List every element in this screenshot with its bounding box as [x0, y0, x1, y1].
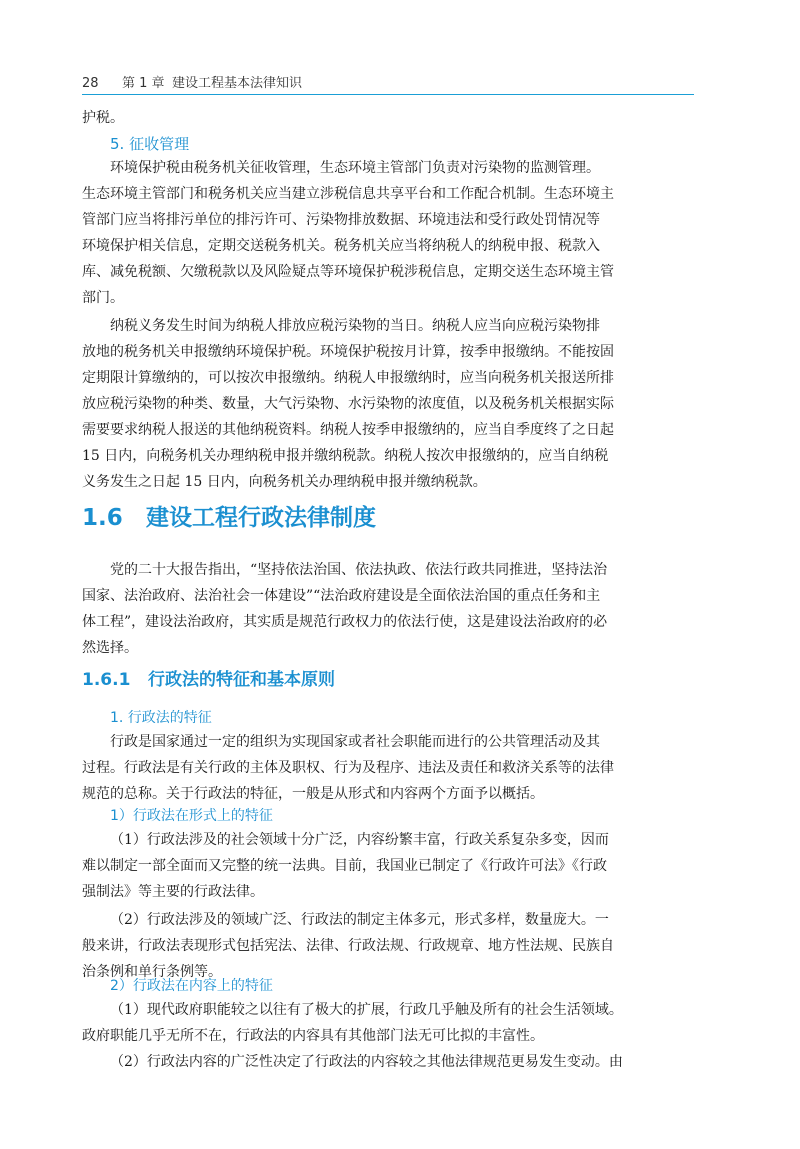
- body-line: 库、减免税额、欠缴税款以及风险疑点等环境保护税涉税信息，定期交送生态环境主管: [82, 264, 614, 280]
- body-line: （1）现代政府职能较之以往有了极大的扩展，行政几乎触及所有的社会生活领域。: [110, 1002, 623, 1018]
- body-line: 义务发生之日起 15 日内，向税务机关办理纳税申报并缴纳税款。: [82, 474, 487, 490]
- body-line: 管部门应当将排污单位的排污许可、污染物排放数据、环境违法和受行政处罚情况等: [82, 212, 600, 228]
- body-line: 生态环境主管部门和税务机关应当建立涉税信息共享平台和工作配合机制。生态环境主: [82, 186, 614, 202]
- body-line: 放地的税务机关申报缴纳环境保护税。环境保护税按月计算，按季申报缴纳。不能按固: [82, 344, 614, 360]
- body-line: 部门。: [82, 290, 124, 306]
- content-feature-heading: 2）行政法在内容上的特征: [110, 978, 273, 994]
- body-line: 纳税义务发生时间为纳税人排放应税污染物的当日。纳税人应当向应税污染物排: [110, 318, 600, 334]
- body-line: （2）行政法内容的广泛性决定了行政法的内容较之其他法律规范更易发生变动。由: [110, 1054, 623, 1070]
- body-line: 护税。: [82, 110, 124, 126]
- body-line: 环境保护税由税务机关征收管理，生态环境主管部门负责对污染物的监测管理。: [110, 160, 600, 176]
- body-line: 规范的总称。关于行政法的特征，一般是从形式和内容两个方面予以概括。: [82, 786, 544, 802]
- body-line: 过程。行政法是有关行政的主体及职权、行为及程序、违法及责任和救济关系等的法律: [82, 760, 614, 776]
- body-line: 强制法》等主要的行政法律。: [82, 884, 264, 900]
- section-5-heading: 5. 征收管理: [110, 135, 190, 153]
- body-line: 15 日内，向税务机关办理纳税申报并缴纳税款。纳税人按次申报缴纳的，应当自纳税: [82, 448, 609, 464]
- body-line: 放应税污染物的种类、数量，大气污染物、水污染物的浓度值，以及税务机关根据实际: [82, 396, 614, 412]
- running-header: [82, 76, 694, 95]
- body-line: 然选择。: [82, 640, 138, 656]
- body-line: 环境保护相关信息，定期交送税务机关。税务机关应当将纳税人的纳税申报、税款入: [82, 238, 600, 254]
- chapter-title: 建设工程基本法律知识: [172, 76, 303, 91]
- body-line: 行政是国家通过一定的组织为实现国家或者社会职能而进行的公共管理活动及其: [110, 734, 600, 750]
- body-line: 般来讲，行政法表现形式包括宪法、法律、行政法规、行政规章、地方性法规、民族自: [82, 938, 614, 954]
- chapter-label: 第 1 章: [122, 76, 165, 91]
- body-line: 需要要求纳税人报送的其他纳税资料。纳税人按季申报缴纳的，应当自季度终了之日起: [82, 422, 614, 438]
- body-line: 难以制定一部全面而又完整的统一法典。目前，我国业已制定了《行政许可法》《行政: [82, 858, 607, 874]
- section-1-6-heading: [82, 503, 376, 533]
- section-title: 建设工程行政法律制度: [146, 505, 376, 531]
- body-line: 国家、法治政府、法治社会一体建设”“法治政府建设是全面依法治国的重点任务和主: [82, 588, 601, 604]
- subsection-title: 行政法的特征和基本原则: [148, 670, 335, 690]
- section-number: 1.6: [82, 505, 123, 531]
- body-line: （2）行政法涉及的领域广泛、行政法的制定主体多元，形式多样，数量庞大。一: [110, 912, 609, 928]
- body-line: 党的二十大报告指出，“坚持依法治国、依法执政、依法行政共同推进，坚持法治: [110, 562, 608, 578]
- page-number: 28: [82, 76, 99, 91]
- subsection-number: 1.6.1: [82, 670, 131, 690]
- body-line: 定期限计算缴纳的，可以按次申报缴纳。纳税人申报缴纳时，应当向税务机关报送所排: [82, 370, 614, 386]
- body-line: 治条例和单行条例等。: [82, 964, 222, 980]
- sub1-heading: 1. 行政法的特征: [110, 710, 212, 726]
- body-line: 体工程”，建设法治政府，其实质是规范行政权力的依法行使，这是建设法治政府的必: [82, 614, 608, 630]
- section-1-6-1-heading: [82, 668, 335, 692]
- body-line: （1）行政法涉及的社会领域十分广泛，内容纷繁丰富，行政关系复杂多变，因而: [110, 832, 609, 848]
- body-line: 政府职能几乎无所不在，行政法的内容具有其他部门法无可比拟的丰富性。: [82, 1028, 544, 1044]
- form-feature-heading: 1）行政法在形式上的特征: [110, 808, 273, 824]
